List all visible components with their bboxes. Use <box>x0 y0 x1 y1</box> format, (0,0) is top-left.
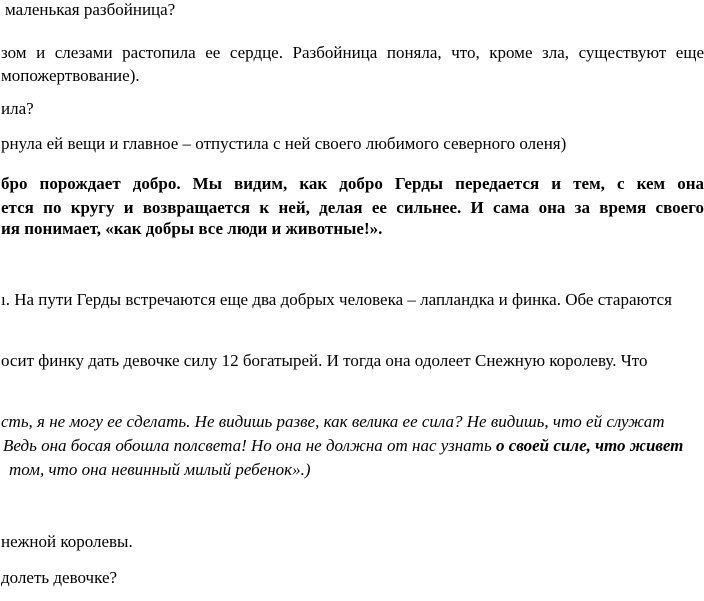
text-line-tears-melted-heart: зом и слезами растопила ее сердце. Разбойница поняла, что, кроме зла, существуют еще <box>1 43 704 62</box>
text-line-question-robber: маленькая разбойница? <box>5 0 176 19</box>
text-line-cannot-do: сть, я не могу ее сделать. Не видишь разве, как велика ее сила? Не видишь, что ей служат <box>1 412 665 431</box>
text-line-innocent-child: том, что она невинный милый ребенок».) <box>9 460 311 479</box>
text-line-two-kind-people: ı. На пути Герды встречаются еще два добрых человека – лапландка и финка. Обе стараются <box>1 290 672 309</box>
text-line-overcome-girl: долеть девочке? <box>1 568 118 587</box>
text-span-own-power: о своей силе, что живет <box>495 436 684 455</box>
text-line-how-kind: ия понимает, «как добры все люди и животные!». <box>1 219 383 238</box>
text-line-returned-things: рнула ей вещи и главное – отпустила с ней своего любимого северного оленя) <box>1 134 567 153</box>
text-line-good-begets-good: бро порождает добро. Мы видим, как добро Герды передается и тем, с кем она <box>1 174 704 193</box>
text-line-goes-around: ется по кругу и возвращается к ней, делая ее сильнее. И сама она за время своего <box>1 198 704 217</box>
text-line-barefoot <box>3 436 683 456</box>
text-line-self-sacrifice: мопожертвование). <box>1 66 140 85</box>
text-span-barefoot: Ведь она босая обошла полсвета! Но она не должна от нас узнать <box>3 436 496 455</box>
text-line-question-did: ила? <box>1 99 34 118</box>
text-line-asks-finn: осит финку дать девочке силу 12 богатырей. И тогда она одолеет Снежную королеву. Что <box>1 351 648 370</box>
text-line-snow-queen: нежной королевы. <box>1 532 133 551</box>
